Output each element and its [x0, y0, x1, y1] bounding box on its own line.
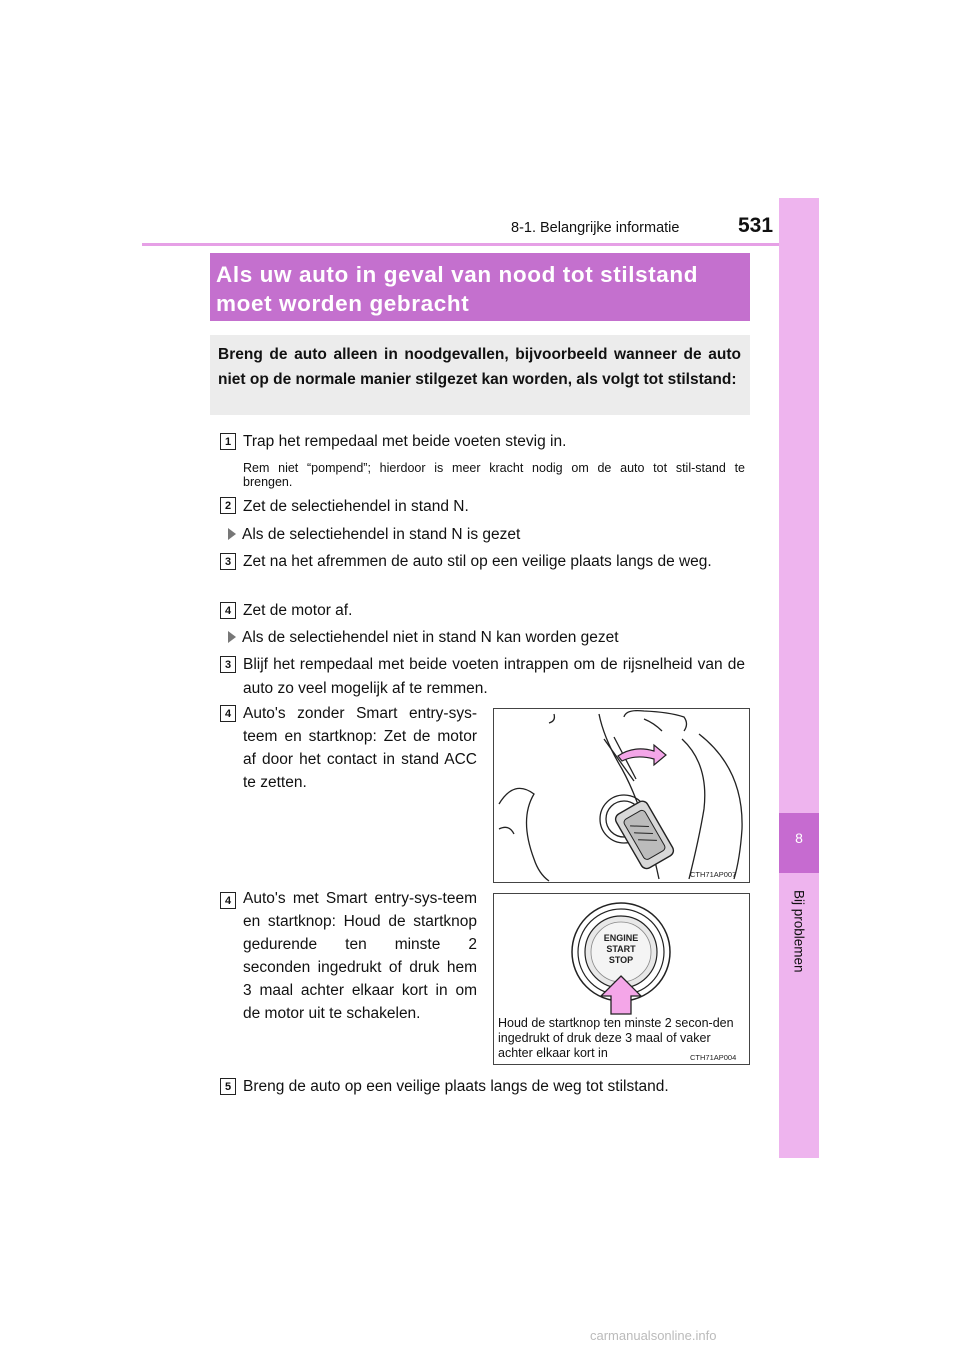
section-label: 8-1. Belangrijke informatie: [511, 220, 680, 236]
step-note: Rem niet “pompend”; hierdoor is meer kracht nodig om de auto tot stil-stand te brengen.: [243, 461, 745, 489]
figure-code: CTH71AP007: [690, 870, 737, 879]
button-line-start: START: [606, 944, 636, 954]
step-badge: 3: [220, 553, 236, 570]
step-badge: 4: [220, 705, 236, 722]
button-line-engine: ENGINE: [603, 933, 639, 943]
intro-text: Breng de auto alleen in noodgevallen, bijvoorbeeld wanneer de auto niet op de normale manier stilgezet kan worden, als volgt tot stilstand:: [218, 346, 741, 388]
ignition-key-figure: [493, 708, 750, 883]
triangle-bullet-icon: [228, 631, 236, 643]
page-number: 531: [738, 214, 774, 237]
step-text: Trap het rempedaal met beide voeten stevig in.: [243, 433, 567, 450]
step-badge: 1: [220, 433, 236, 450]
step-text: Zet de motor af.: [243, 602, 353, 619]
header-rule: [142, 243, 818, 246]
triangle-bullet-icon: [228, 528, 236, 540]
step-text: Zet na het afremmen de auto stil op een veilige plaats langs de weg.: [243, 553, 712, 570]
step-badge: 3: [220, 656, 236, 673]
step-badge: 2: [220, 497, 236, 514]
step-text: Auto's met Smart entry-sys-teem en startknop: Houd de startknop gedurende ten minste 2 seconden ingedrukt of druk hem 3 maal achter elkaar kort in om de motor uit te schakelen.: [243, 890, 477, 1022]
start-button-figure: [493, 893, 750, 1065]
page-title: Als uw auto in geval van nood tot stilstand moet worden gebracht: [216, 262, 699, 316]
subheading-n-set: Als de selectiehendel in stand N is gezet: [228, 523, 520, 547]
step-badge: 4: [220, 602, 236, 619]
step-badge: 4: [220, 892, 236, 909]
step-text: Auto's zonder Smart entry-sys-teem en startknop: Zet de motor af door het contact in stand ACC te zetten.: [243, 705, 477, 791]
figure-code: CTH71AP004: [690, 1053, 737, 1062]
step-text: Blijf het rempedaal met beide voeten intrappen om de rijsnelheid van de auto zo veel mogelijk af te remmen.: [243, 656, 745, 697]
footer-watermark[interactable]: carmanualsonline.info: [590, 1328, 717, 1343]
ignition-key-illustration: [494, 709, 749, 882]
chapter-number: 8: [795, 830, 803, 846]
chapter-label: Bij problemen: [791, 890, 807, 973]
step-badge: 5: [220, 1078, 236, 1095]
button-line-stop: STOP: [608, 955, 634, 965]
step-text: Zet de selectiehendel in stand N.: [243, 498, 469, 515]
step-text: Breng de auto op een veilige plaats langs de weg tot stilstand.: [243, 1078, 669, 1095]
figure-caption: Houd de startknop ten minste 2 secon-den ingedrukt of druk deze 3 maal of vaker achter elkaar kort in: [498, 1016, 734, 1060]
subheading-n-not-set: Als de selectiehendel niet in stand N kan worden gezet: [228, 626, 619, 650]
